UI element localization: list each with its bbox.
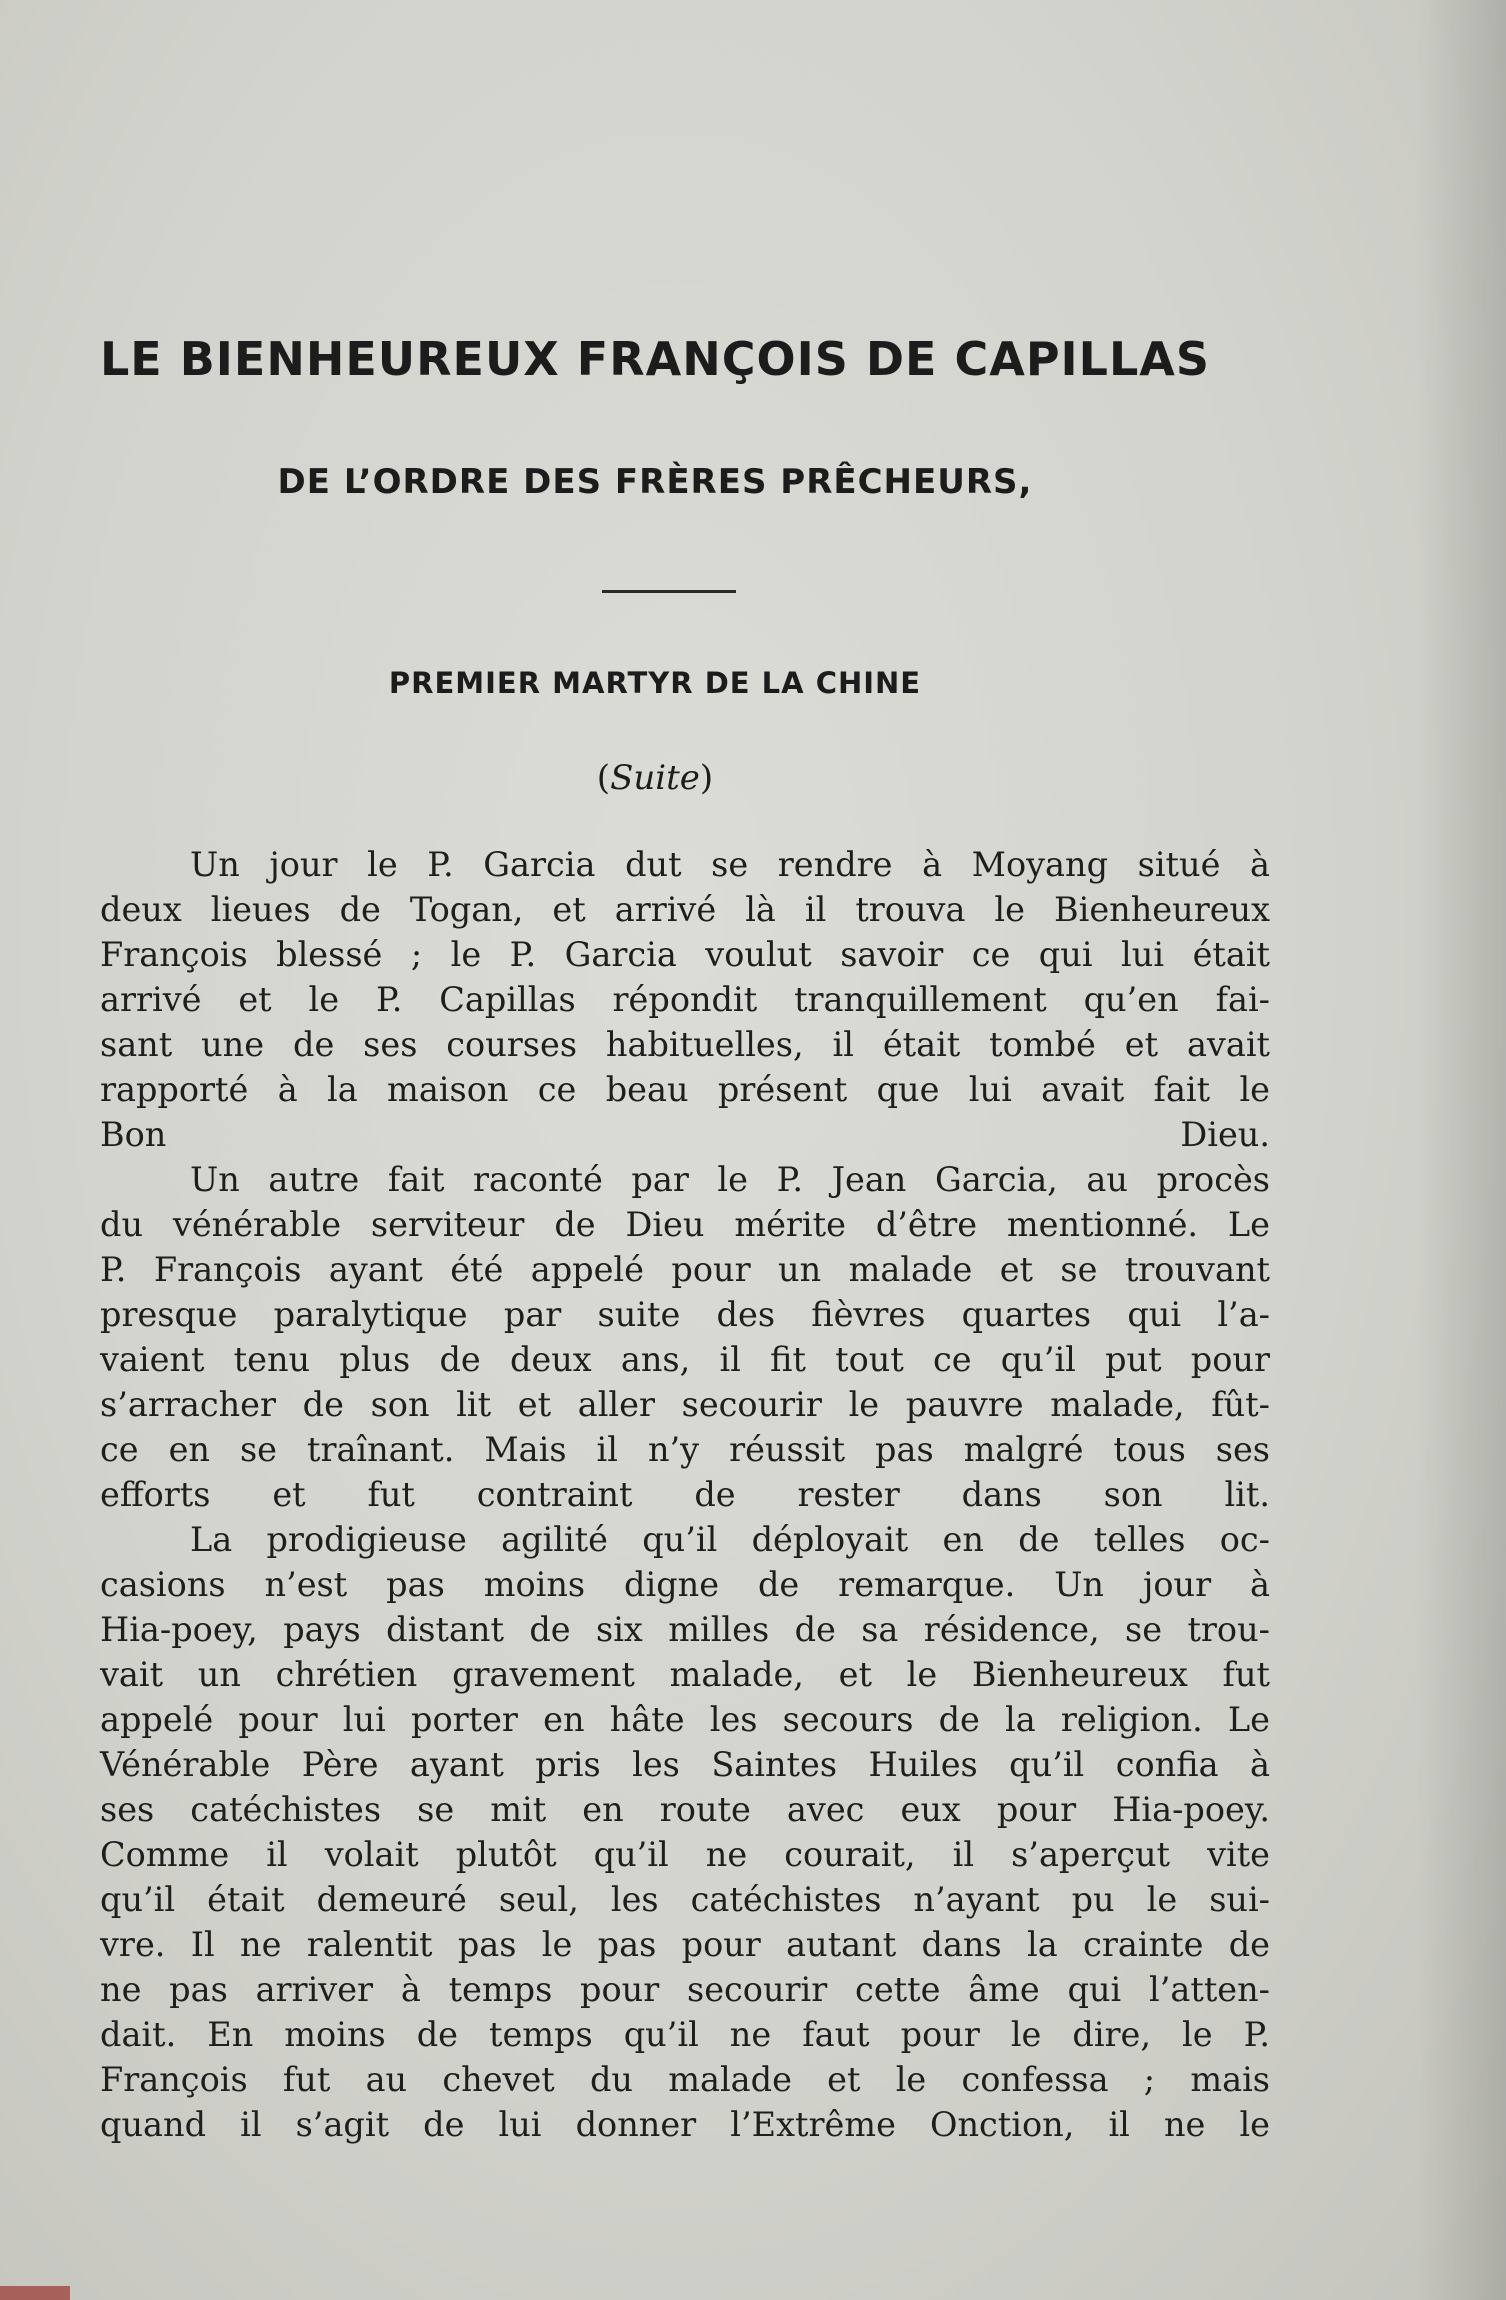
page-edge-shadow [1416, 0, 1506, 2300]
text-line: presque paralytique par suite des fièvres quartes qui l’a- [100, 1295, 1270, 1334]
text-line: François fut au chevet du malade et le confessa ; mais [100, 2060, 1270, 2099]
text-line: ce en se traînant. Mais il n’y réussit pas malgré tous ses [100, 1430, 1270, 1469]
section-title: PREMIER MARTYR DE LA CHINE [388, 666, 922, 700]
text-line: Un jour le P. Garcia dut se rendre à Moyang situé à [190, 845, 1270, 884]
text-line: appelé pour lui porter en hâte les secours de la religion. Le [100, 1700, 1270, 1739]
article-subtitle: DE L’ORDRE DES FRÈRES PRÊCHEURS, [277, 462, 1033, 502]
text-line: efforts et fut contraint de rester dans son lit. [100, 1475, 1270, 1514]
text-line: sant une de ses courses habituelles, il était tombé et avait [100, 1025, 1270, 1064]
text-line: François blessé ; le P. Garcia voulut savoir ce qui lui était [100, 935, 1270, 974]
text-line: qu’il était demeuré seul, les catéchistes n’ayant pu le sui- [100, 1880, 1270, 1919]
text-line: Hia-poey, pays distant de six milles de sa résidence, se trou- [100, 1610, 1270, 1649]
text-line: arrivé et le P. Capillas répondit tranquillement qu’en fai- [100, 980, 1270, 1019]
continuation-close-paren: ) [699, 758, 714, 798]
text-line: vaient tenu plus de deux ans, il fit tout ce qu’il put pour [100, 1340, 1270, 1379]
text-line: Vénérable Père ayant pris les Saintes Huiles qu’il confia à [100, 1745, 1270, 1784]
text-line: Un autre fait raconté par le P. Jean Garcia, au procès [190, 1160, 1270, 1199]
body-text [100, 842, 1270, 2147]
text-line: casions n’est pas moins digne de remarque. Un jour à [100, 1565, 1270, 1604]
text-line: ne pas arriver à temps pour secourir cette âme qui l’atten- [100, 1970, 1270, 2009]
continuation-open-paren: ( [596, 758, 611, 798]
article-title: LE BIENHEUREUX FRANÇOIS DE CAPILLAS [99, 332, 1211, 386]
page-corner-tab [0, 2286, 70, 2300]
paragraph-3 [100, 1517, 1270, 2147]
text-line: du vénérable serviteur de Dieu mérite d’être mentionné. Le [100, 1205, 1270, 1244]
continuation-word: Suite [610, 758, 700, 798]
text-line: P. François ayant été appelé pour un malade et se trouvant [100, 1250, 1270, 1289]
divider-rule [602, 590, 736, 593]
text-line: dait. En moins de temps qu’il ne faut pour le dire, le P. [100, 2015, 1270, 2054]
paragraph-1 [100, 842, 1270, 1157]
text-line: vre. Il ne ralentit pas le pas pour autant dans la crainte de [100, 1925, 1270, 1964]
text-line: s’arracher de son lit et aller secourir le pauvre malade, fût- [100, 1385, 1270, 1424]
paragraph-2 [100, 1157, 1270, 1517]
text-line: Bon Dieu. [100, 1115, 1270, 1154]
text-line: deux lieues de Togan, et arrivé là il trouva le Bienheureux [100, 890, 1270, 929]
text-line: vait un chrétien gravement malade, et le Bienheureux fut [100, 1655, 1270, 1694]
continuation-note [0, 758, 1310, 798]
text-line: Comme il volait plutôt qu’il ne courait, il s’aperçut vite [100, 1835, 1270, 1874]
text-line: La prodigieuse agilité qu’il déployait en de telles oc- [190, 1520, 1270, 1559]
text-line: ses catéchistes se mit en route avec eux pour Hia-poey. [100, 1790, 1270, 1829]
text-line: quand il s’agit de lui donner l’Extrême Onction, il ne le [100, 2105, 1270, 2144]
text-line: rapporté à la maison ce beau présent que lui avait fait le [100, 1070, 1270, 1109]
